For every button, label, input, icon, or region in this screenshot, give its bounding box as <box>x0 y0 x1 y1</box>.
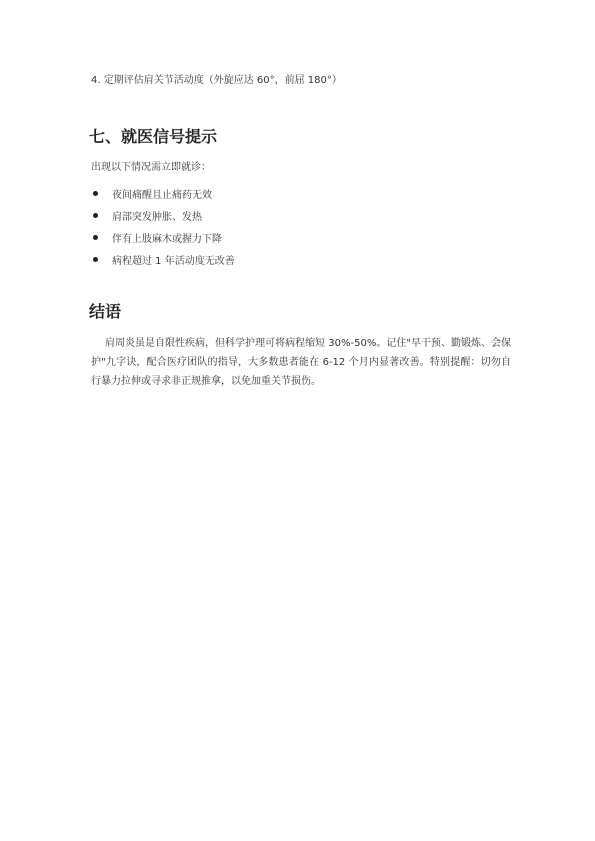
section-heading-medical-signals: 七、就医信号提示 <box>89 127 218 146</box>
conclusion-paragraph: 肩周炎虽是自限性疾病，但科学护理可将病程缩短 30%-50%。记住"早干预、勤锻炼、会保护"九字诀，配合医疗团队的指导，大多数患者能在 6-12 个月内显著改善。特别提醒：切勿自行暴力拉伸或寻求非正规推拿，以免加重关节损伤。 <box>91 338 511 387</box>
numbered-list-item: 4. 定期评估肩关节活动度（外旋应达 60°，前屈 180°） <box>91 75 342 86</box>
section-intro-text: 出现以下情况需立即就诊： <box>91 162 211 173</box>
list-item-text: 肩部突发肿胀、发热 <box>112 211 202 223</box>
list-item <box>91 226 235 248</box>
list-item <box>91 248 235 270</box>
bullet-list <box>91 182 235 270</box>
list-item <box>91 204 235 226</box>
bullet-icon <box>93 235 98 240</box>
list-item-text: 病程超过 1 年活动度无改善 <box>112 255 235 267</box>
list-item-text: 夜间痛醒且止痛药无效 <box>112 189 212 201</box>
section-heading-conclusion: 结语 <box>89 302 122 321</box>
bullet-icon <box>93 191 98 196</box>
list-item-text: 伴有上肢麻木或握力下降 <box>112 233 222 245</box>
bullet-icon <box>93 213 98 218</box>
list-item <box>91 182 235 204</box>
bullet-icon <box>93 257 98 262</box>
